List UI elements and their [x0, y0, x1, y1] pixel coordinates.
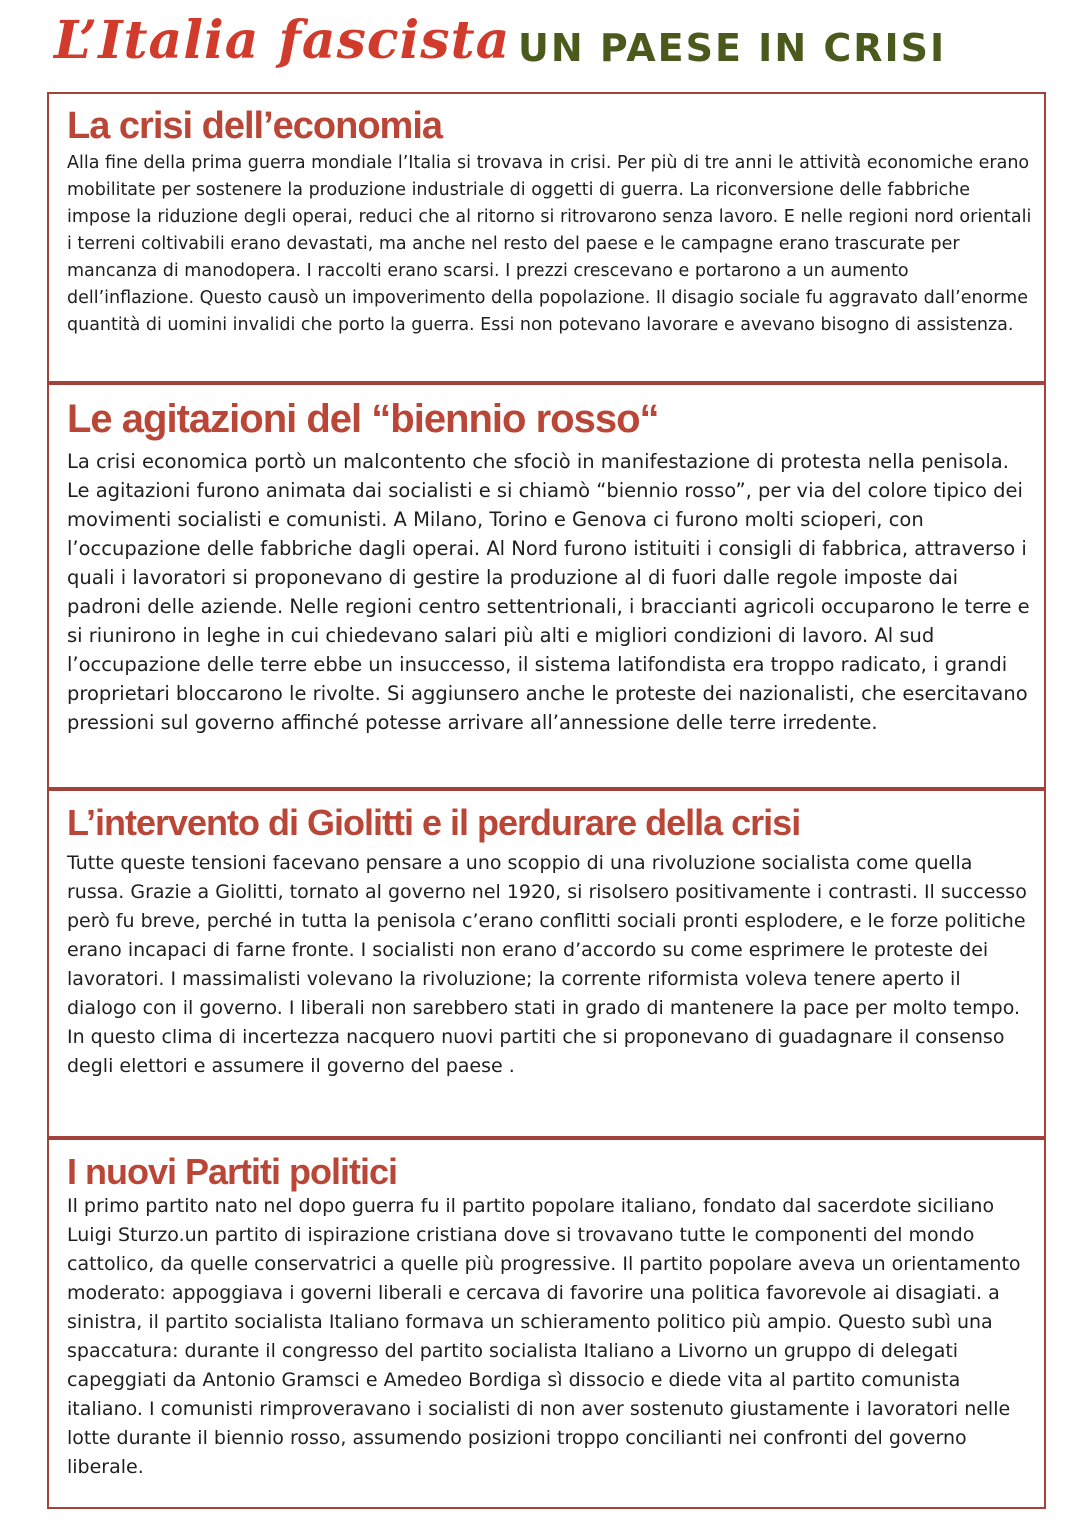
page-title: L’Italia fascista — [54, 10, 511, 71]
page-subtitle: UN PAESE IN CRISI — [518, 26, 947, 70]
page-header — [48, 6, 1048, 86]
section-body: La crisi economica portò un malcontento che sfociò in manifestazione di protesta nella penisola. Le agitazioni furono animata dai socialisti e si chiamò “biennio rosso”, per via del colore tipico dei movimenti socialisti e comunisti. A Milano, Torino e Genova ci furono molti scioperi, con l’occupazione delle fabbriche dagli operai. Al Nord furono istituiti i consigli di fabbrica, attraverso i quali i lavoratori si proponevano di gestire la produzione al di fuori dalle regole imposte dai padroni delle aziende. Nelle regioni centro settentrionali, i braccianti agricoli occuparono le terre e si riunirono in leghe in cui chiedevano salari più alti e migliori condizioni di lavoro. Al sud l’occupazione delle terre ebbe un insuccesso, il sistema latifondista era troppo radicato, i grandi proprietari bloccarono le rivolte. Si aggiunsero anche le proteste dei nazionalisti, che esercitavano pressioni sul governo affinché potesse arrivare all’annessione delle terre irredente. — [67, 450, 1030, 734]
section-economic-crisis — [47, 92, 1046, 383]
section-giolitti — [47, 789, 1046, 1138]
section-heading: La crisi dell’economia — [67, 105, 443, 147]
section-new-parties — [47, 1138, 1046, 1509]
section-body: Tutte queste tensioni facevano pensare a uno scoppio di una rivoluzione socialista come quella russa. Grazie a Giolitti, tornato al governo nel 1920, si risolsero positivamente i contrasti. Il successo però fu breve, perché in tutta la penisola c’erano conflitti sociali pronti esplodere, e le forze politiche erano incapaci di farne fronte. I socialisti non erano d’accordo su come esprimere le proteste dei lavoratori. I massimalisti volevano la rivoluzione; la corrente riformista voleva tenere aperto il dialogo con il governo. I liberali non sarebbero stati in grado di mantenere la pace per molto tempo. In questo clima di incertezza nacquero nuovi partiti che si proponevano di guadagnare il consenso degli elettori e assumere il governo del paese . — [67, 851, 1027, 1077]
section-body: Il primo partito nato nel dopo guerra fu il partito popolare italiano, fondato dal sacerdote siciliano Luigi Sturzo.un partito di ispirazione cristiana dove si trovavano tutte le componenti del mondo cattolico, da quelle conservatrici a quelle più progressive. Il partito popolare aveva un orientamento moderato: appoggiava i governi liberali e cercava di favorire una politica favorevole ai disagiati. a sinistra, il partito socialista Italiano formava un schieramento politico più ampio. Questo subì una spaccatura: durante il congresso del partito socialista Italiano a Livorno un gruppo di delegati capeggiati da Antonio Gramsci e Amedeo Bordiga sì dissocio e diede vita al partito comunista italiano. I comunisti rimproveravano i socialisti di non aver sostenuto giustamente i lavoratori nelle lotte durante il biennio rosso, assumendo posizioni troppo concilianti nei confronti del governo liberale. — [67, 1194, 1021, 1478]
section-body: Alla fine della prima guerra mondiale l’Italia si trovava in crisi. Per più di tre anni le attività economiche erano mobilitate per sostenere la produzione industriale di oggetti di guerra. La riconversione delle fabbriche impose la riduzione degli operai, reduci che al ritorno si ritrovarono senza lavoro. E nelle regioni nord orientali i terreni coltivabili erano devastati, ma anche nel resto del paese e le campagne erano trascurate per mancanza di manodopera. I raccolti erano scarsi. I prezzi crescevano e portarono a un aumento dell’inflazione. Questo causò un impoverimento della popolazione. Il disagio sociale fu aggravato dall’enorme quantità di uomini invalidi che porto la guerra. Essi non potevano lavorare e avevano bisogno di assistenza. — [67, 152, 1032, 335]
section-biennio-rosso — [47, 383, 1046, 789]
section-heading: I nuovi Partiti politici — [67, 1151, 398, 1192]
section-heading: L’intervento di Giolitti e il perdurare della crisi — [67, 802, 801, 843]
section-heading: Le agitazioni del “biennio rosso“ — [67, 397, 659, 441]
